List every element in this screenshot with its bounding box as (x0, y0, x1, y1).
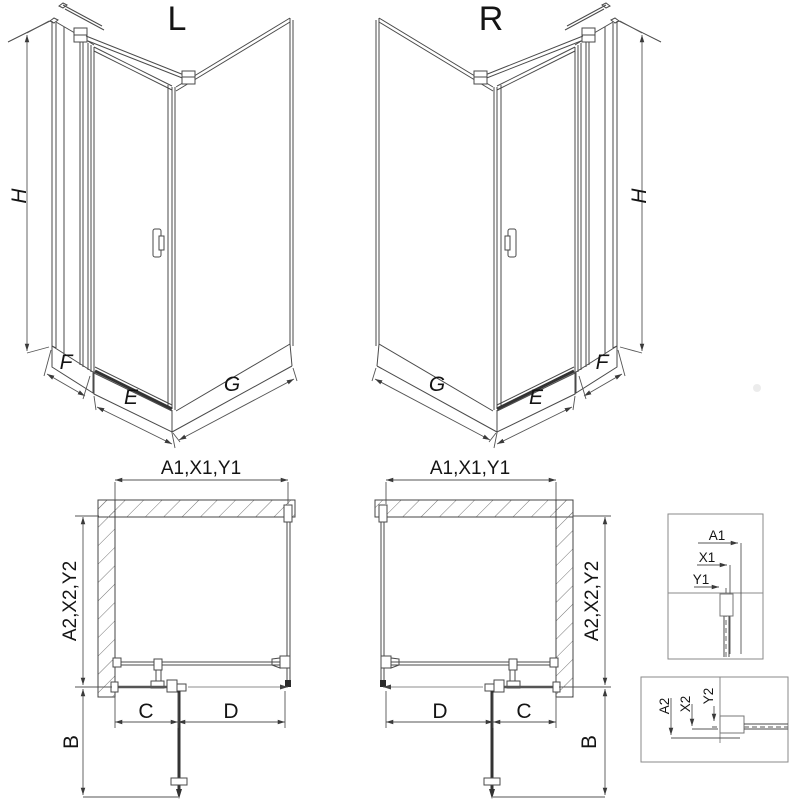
plan-left-label-b: B (60, 734, 83, 750)
view-iso-left (8, 0, 297, 448)
plan-right-label-side: A2,X2,Y2 (582, 560, 603, 642)
iso-right-title: R (478, 0, 504, 38)
iso-left-title: L (167, 0, 187, 38)
iso-right-dim-e: E (528, 386, 544, 409)
iso-right-dim-f: F (595, 351, 609, 374)
iso-right-dim-h: H (628, 188, 651, 204)
iso-right-dim-g: G (428, 373, 446, 396)
plan-left-wall-top (98, 500, 295, 517)
plan-right-label-top: A1,X1,Y1 (429, 458, 511, 479)
detail-top-label-y1: Y1 (692, 572, 710, 587)
plan-left-label-side: A2,X2,Y2 (60, 560, 81, 642)
iso-left-dim-e: E (123, 386, 139, 409)
plan-right-wall-side (556, 500, 573, 697)
plan-view-left (60, 458, 295, 799)
plan-right-label-d: D (432, 700, 448, 723)
detail-top-label-x1: X1 (698, 550, 716, 565)
view-iso-right (372, 0, 661, 448)
iso-left-dim-f: F (59, 351, 73, 374)
detail-box-bottom (641, 677, 788, 762)
detail-bottom-label-a2: A2 (657, 697, 672, 715)
plan-right-label-b: B (578, 734, 601, 750)
plan-view-right (375, 458, 611, 799)
detail-top-label-a1: A1 (708, 528, 726, 543)
iso-left-dim-g: G (223, 373, 241, 396)
detail-box-top (668, 514, 763, 659)
plan-right-wall-top (375, 500, 573, 517)
plan-left-label-top: A1,X1,Y1 (160, 458, 242, 479)
plan-left-wall-side (98, 500, 115, 697)
plan-left-label-d: D (223, 700, 239, 723)
iso-left-dim-h: H (8, 188, 31, 204)
plan-left-label-c: C (138, 700, 154, 723)
detail-bottom-profile (720, 716, 744, 733)
plan-left-b-dimension (83, 689, 178, 797)
detail-top-profile (720, 594, 733, 616)
detail-bottom-label-x2: X2 (678, 695, 693, 713)
detail-bottom-label-y2: Y2 (701, 687, 716, 705)
watermark-dot (753, 384, 761, 392)
plan-right-label-c: C (516, 700, 532, 723)
